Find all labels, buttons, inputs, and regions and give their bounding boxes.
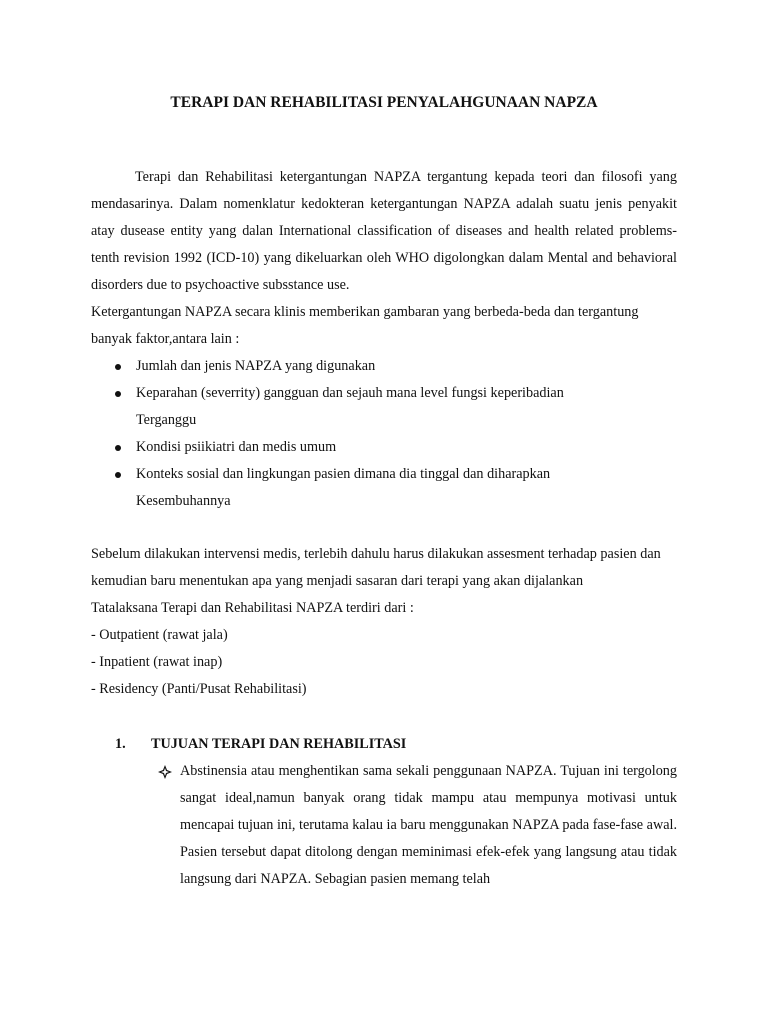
section-item-text: Abstinensia atau menghentikan sama sekali penggunaan NAPZA. Tujuan ini tergolong sangat ideal,namun banyak orang tidak mampu atau mempunya motivasi untuk mencapai tujuan ini, terutama kalau ia baru menggunakan NAPZA pada fase-fase awal. Pasien tersebut dapat ditolong dengan meminimasi efek-efek yang langsung atau tidak langsung dari NAPZA. Sebagian pasien memang telah xyxy=(180,763,677,887)
bullet-icon xyxy=(115,472,121,478)
document-body xyxy=(91,164,677,703)
section-heading xyxy=(115,731,406,758)
intro-paragraph: Terapi dan Rehabilitasi ketergantungan NAPZA tergantung kepada teori dan filosofi yang mendasarinya. Dalam nomenklatur kedokteran ketergantungan NAPZA adalah suatu jenis penyakit atay dusease entity yang dalan International classification of diseases and health related problems-tenth revision 1992 (ICD-10) yang dikeluarkan oleh WHO digolongkan dalam Mental and behavioral disorders due to psychoactive subsstance use. xyxy=(91,169,677,293)
section-heading-text: TUJUAN TERAPI DAN REHABILITASI xyxy=(151,736,407,752)
management-intro: Tatalaksana Terapi dan Rehabilitasi NAPZA terdiri dari : xyxy=(91,600,414,616)
assessment-paragraph: Sebelum dilakukan intervensi medis, terlebih dahulu harus dilakukan assesment terhadap pasien dan kemudian baru menentukan apa yang menjadi sasaran dari terapi yang akan dijalankan xyxy=(91,546,661,589)
factors-intro: Ketergantungan NAPZA secara klinis memberikan gambaran yang berbeda-beda dan tergantung banyak faktor,antara lain : xyxy=(91,304,639,347)
list-item-text: Keparahan (severrity) gangguan dan sejauh mana level fungsi keperibadian Terganggu xyxy=(136,385,564,428)
list-item-text: Jumlah dan jenis NAPZA yang digunakan xyxy=(136,358,376,374)
factors-list xyxy=(91,353,677,515)
list-item xyxy=(91,434,677,461)
list-item xyxy=(91,353,677,380)
section-number: 1. xyxy=(115,736,126,752)
section-item xyxy=(180,758,677,893)
diamond-bullet-icon xyxy=(158,765,172,779)
list-item xyxy=(91,461,677,515)
spacer xyxy=(91,515,677,541)
bullet-icon xyxy=(115,445,121,451)
list-item-text: Konteks sosial dan lingkungan pasien dimana dia tinggal dan diharapkan Kesembuhannya xyxy=(136,466,551,509)
document-title: TERAPI DAN REHABILITASI PENYALAHGUNAAN NAPZA xyxy=(170,94,598,111)
management-item: - Residency (Panti/Pusat Rehabilitasi) xyxy=(91,681,307,697)
bullet-icon xyxy=(115,364,121,370)
bullet-icon xyxy=(115,391,121,397)
list-item-text: Kondisi psiikiatri dan medis umum xyxy=(136,439,337,455)
management-item: - Outpatient (rawat jala) xyxy=(91,627,228,643)
list-item xyxy=(91,380,677,434)
management-item: - Inpatient (rawat inap) xyxy=(91,654,223,670)
